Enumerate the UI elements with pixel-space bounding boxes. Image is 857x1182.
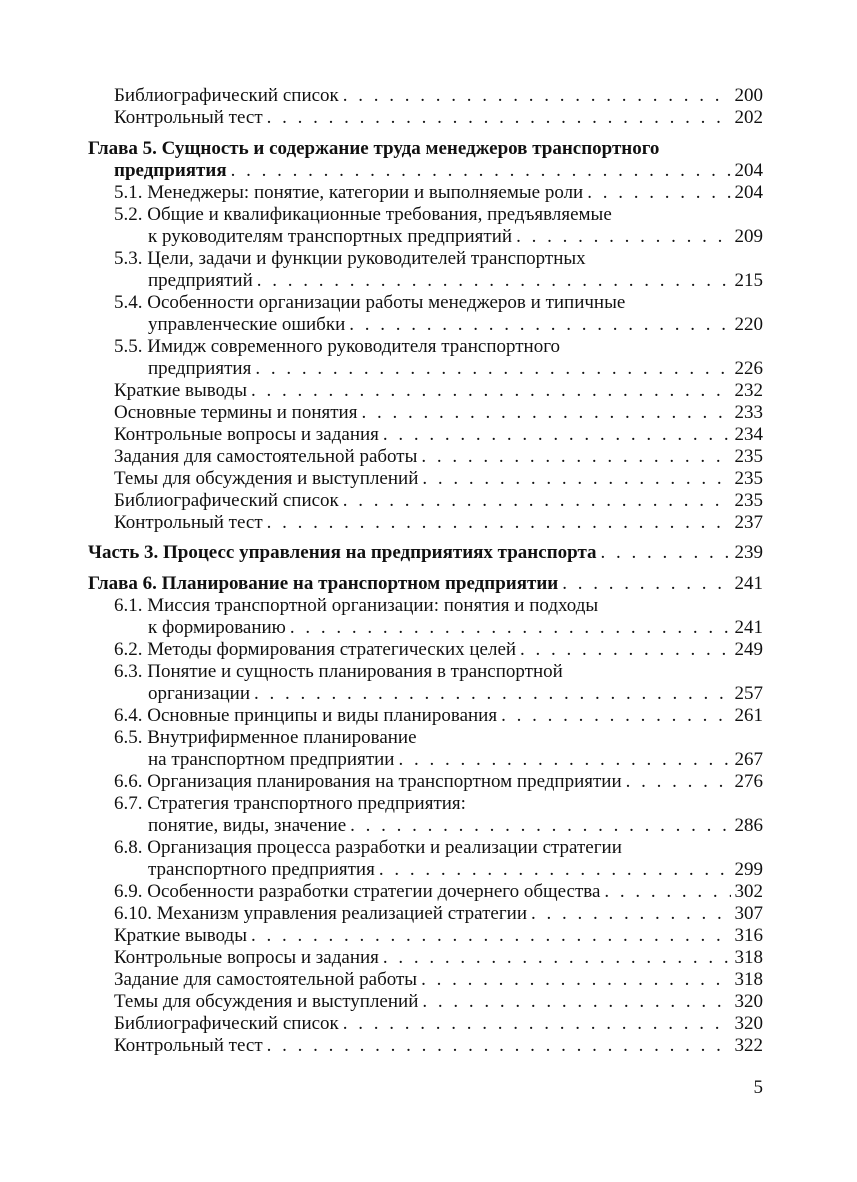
toc-chapter-6-heading	[88, 573, 763, 595]
toc-leader-dots	[597, 542, 731, 564]
toc-entry-title: Задание для самостоятельной работы	[114, 969, 418, 990]
toc-entry-title: к руководителям транспортных предприятий	[148, 226, 513, 247]
toc-entry-title: Контрольные вопросы и задания	[114, 424, 379, 445]
toc-entry-test-ch6	[88, 1035, 763, 1057]
toc-leader-dots	[346, 815, 730, 837]
toc-section-6-3-cont	[88, 683, 763, 705]
toc-leader-dots	[418, 991, 730, 1013]
toc-page-number: 226	[734, 358, 763, 379]
toc-leader-dots	[418, 468, 730, 490]
toc-section-5-3-cont	[88, 270, 763, 292]
toc-page-number: 257	[734, 683, 763, 704]
toc-leader-dots	[339, 1013, 731, 1035]
toc-section-6-1-cont	[88, 617, 763, 639]
toc-section-5-2	[88, 204, 763, 226]
toc-leader-dots	[357, 402, 730, 424]
toc-entry-title: Библиографический список	[114, 490, 339, 511]
toc-page-number: 318	[734, 969, 763, 990]
toc-entry-title: 5.5. Имидж современного руководителя транспортного	[114, 336, 561, 357]
toc-page-number: 200	[734, 85, 763, 106]
toc-entry-test-ch4	[88, 107, 763, 129]
toc-entry-questions-ch6	[88, 947, 763, 969]
toc-entry-test-ch5	[88, 512, 763, 534]
toc-entry-title: понятие, виды, значение	[148, 815, 347, 836]
toc-entry-title: Глава 5. Сущность и содержание труда менеджеров транспортного	[88, 138, 660, 159]
toc-section-5-3	[88, 248, 763, 270]
toc-page-number: 220	[734, 314, 763, 335]
toc-leader-dots	[600, 881, 730, 903]
toc-entry-summary-ch6	[88, 925, 763, 947]
toc-page-number: 320	[734, 991, 763, 1012]
toc-entry-title: Задания для самостоятельной работы	[114, 446, 418, 467]
toc-chapter-5-heading	[88, 138, 763, 160]
toc-entry-title: Краткие выводы	[114, 925, 247, 946]
toc-section-6-1	[88, 595, 763, 617]
toc-section-6-9	[88, 881, 763, 903]
toc-leader-dots	[558, 573, 730, 595]
toc-section-6-4	[88, 705, 763, 727]
toc-entry-title: 6.1. Миссия транспортной организации: понятия и подходы	[114, 595, 599, 616]
toc-entry-title: Основные термины и понятия	[114, 402, 358, 423]
toc-entry-title: 6.8. Организация процесса разработки и реализации стратегии	[114, 837, 622, 858]
toc-page-number: 267	[734, 749, 763, 770]
toc-page-number: 241	[734, 573, 763, 594]
toc-page-number: 232	[734, 380, 763, 401]
toc-entry-title: Контрольный тест	[114, 512, 263, 533]
toc-entry-title: Часть 3. Процесс управления на предприятиях транспорта	[88, 542, 597, 563]
toc-section-5-2-cont	[88, 226, 763, 248]
toc-entry-title: Краткие выводы	[114, 380, 247, 401]
toc-leader-dots	[253, 270, 731, 292]
toc-entry-summary-ch5	[88, 380, 763, 402]
toc-entry-topics-ch5	[88, 468, 763, 490]
toc-page-number: 320	[734, 1013, 763, 1034]
toc-entry-topics-ch6	[88, 991, 763, 1013]
toc-page-number: 322	[734, 1035, 763, 1056]
toc-page-number: 241	[734, 617, 763, 638]
toc-leader-dots	[251, 358, 730, 380]
toc-entry-title: Библиографический список	[114, 1013, 339, 1034]
toc-entry-title: Глава 6. Планирование на транспортном предприятии	[88, 573, 559, 594]
toc-section-5-1	[88, 182, 763, 204]
toc-section-6-10	[88, 903, 763, 925]
page-number: 5	[753, 1077, 763, 1098]
toc-section-6-8-cont	[88, 859, 763, 881]
toc-entry-title: 5.1. Менеджеры: понятие, категории и выполняемые роли	[114, 182, 584, 203]
toc-page-number: 215	[734, 270, 763, 291]
toc-entry-title: Контрольные вопросы и задания	[114, 947, 379, 968]
toc-entry-title: 6.9. Особенности разработки стратегии дочернего общества	[114, 881, 601, 902]
toc-page-number: 235	[734, 468, 763, 489]
toc-leader-dots	[379, 947, 731, 969]
toc-entry-title: предприятия	[148, 358, 252, 379]
toc-page-number: 235	[734, 446, 763, 467]
toc-entry-title: на транспортном предприятии	[148, 749, 395, 770]
toc-entry-title: 6.2. Методы формирования стратегических целей	[114, 639, 517, 660]
toc-leader-dots	[375, 859, 731, 881]
toc-leader-dots	[417, 969, 730, 991]
toc-chapter-5-heading-cont	[88, 160, 763, 182]
toc-entry-tasks-ch5	[88, 446, 763, 468]
toc-entry-title: Библиографический список	[114, 85, 339, 106]
toc-leader-dots	[339, 85, 731, 107]
toc-entry-title: 5.2. Общие и квалификационные требования, предъявляемые	[114, 204, 612, 225]
toc-leader-dots	[227, 160, 731, 182]
toc-page-number: 307	[734, 903, 763, 924]
toc-leader-dots	[516, 639, 730, 661]
toc-entry-title: предприятия	[114, 160, 227, 181]
toc-page-number: 276	[734, 771, 763, 792]
toc-entry-title: к формированию	[148, 617, 286, 638]
toc-page-number: 237	[734, 512, 763, 533]
toc-entry-terms-ch5	[88, 402, 763, 424]
toc-page-number: 261	[734, 705, 763, 726]
toc-entry-title: Темы для обсуждения и выступлений	[114, 468, 419, 489]
toc-leader-dots	[512, 226, 730, 248]
toc-section-6-7	[88, 793, 763, 815]
toc-entry-title: 6.4. Основные принципы и виды планирования	[114, 705, 498, 726]
toc-entry-bibliography-ch5	[88, 490, 763, 512]
toc-leader-dots	[247, 925, 731, 947]
toc-entry-title: 6.10. Механизм управления реализацией стратегии	[114, 903, 527, 924]
toc-entry-task-ch6	[88, 969, 763, 991]
toc-entry-title: 6.7. Стратегия транспортного предприятия:	[114, 793, 466, 814]
toc-section-6-3	[88, 661, 763, 683]
toc-leader-dots	[394, 749, 730, 771]
toc-entry-title: 6.3. Понятие и сущность планирования в транспортной	[114, 661, 563, 682]
toc-leader-dots	[247, 380, 731, 402]
toc-section-6-6	[88, 771, 763, 793]
toc-entry-title: 6.6. Организация планирования на транспортном предприятии	[114, 771, 622, 792]
toc-page-number: 286	[734, 815, 763, 836]
toc-section-5-5-cont	[88, 358, 763, 380]
toc-leader-dots	[345, 314, 730, 336]
toc-entry-title: транспортного предприятия	[148, 859, 375, 880]
toc-section-5-4	[88, 292, 763, 314]
toc-entry-title: 5.3. Цели, задачи и функции руководителей транспортных	[114, 248, 586, 269]
toc-page-number: 235	[734, 490, 763, 511]
toc-leader-dots	[339, 490, 731, 512]
toc-entry-title: 5.4. Особенности организации работы менеджеров и типичные	[114, 292, 626, 313]
toc-leader-dots	[263, 1035, 731, 1057]
toc-entry-title: предприятий	[148, 270, 253, 291]
toc-section-6-8	[88, 837, 763, 859]
toc-section-5-4-cont	[88, 314, 763, 336]
toc-entry-title: Темы для обсуждения и выступлений	[114, 991, 419, 1012]
toc-section-6-2	[88, 639, 763, 661]
toc-entry-title: 6.5. Внутрифирменное планирование	[114, 727, 417, 748]
toc-page-number: 302	[734, 881, 763, 902]
toc-leader-dots	[497, 705, 730, 727]
toc-section-6-7-cont	[88, 815, 763, 837]
toc-leader-dots	[583, 182, 730, 204]
toc-part-3-heading	[88, 542, 763, 564]
toc-leader-dots	[263, 107, 731, 129]
toc-leader-dots	[379, 424, 731, 446]
toc-entry-title: Контрольный тест	[114, 107, 263, 128]
toc-page-number: 318	[734, 947, 763, 968]
toc-leader-dots	[250, 683, 730, 705]
toc-entry-bibliography-ch4	[88, 85, 763, 107]
toc-leader-dots	[527, 903, 731, 925]
toc-page-number: 249	[734, 639, 763, 660]
toc-page-number: 316	[734, 925, 763, 946]
toc-entry-title: организации	[148, 683, 251, 704]
toc-page-number: 233	[734, 402, 763, 423]
toc-leader-dots	[286, 617, 731, 639]
toc-page-number: 204	[734, 160, 763, 181]
toc-page-number: 299	[734, 859, 763, 880]
toc-page-number: 209	[734, 226, 763, 247]
toc-leader-dots	[417, 446, 730, 468]
toc-entry-bibliography-ch6	[88, 1013, 763, 1035]
toc-entry-title: управленческие ошибки	[148, 314, 346, 335]
toc-entry-questions-ch5	[88, 424, 763, 446]
toc-page-number: 239	[734, 542, 763, 563]
toc-page-number: 234	[734, 424, 763, 445]
toc-page-number: 204	[734, 182, 763, 203]
toc-leader-dots	[263, 512, 731, 534]
toc-section-5-5	[88, 336, 763, 358]
toc-page-number: 202	[734, 107, 763, 128]
toc-section-6-5	[88, 727, 763, 749]
toc-leader-dots	[622, 771, 731, 793]
toc-section-6-5-cont	[88, 749, 763, 771]
toc-entry-title: Контрольный тест	[114, 1035, 263, 1056]
